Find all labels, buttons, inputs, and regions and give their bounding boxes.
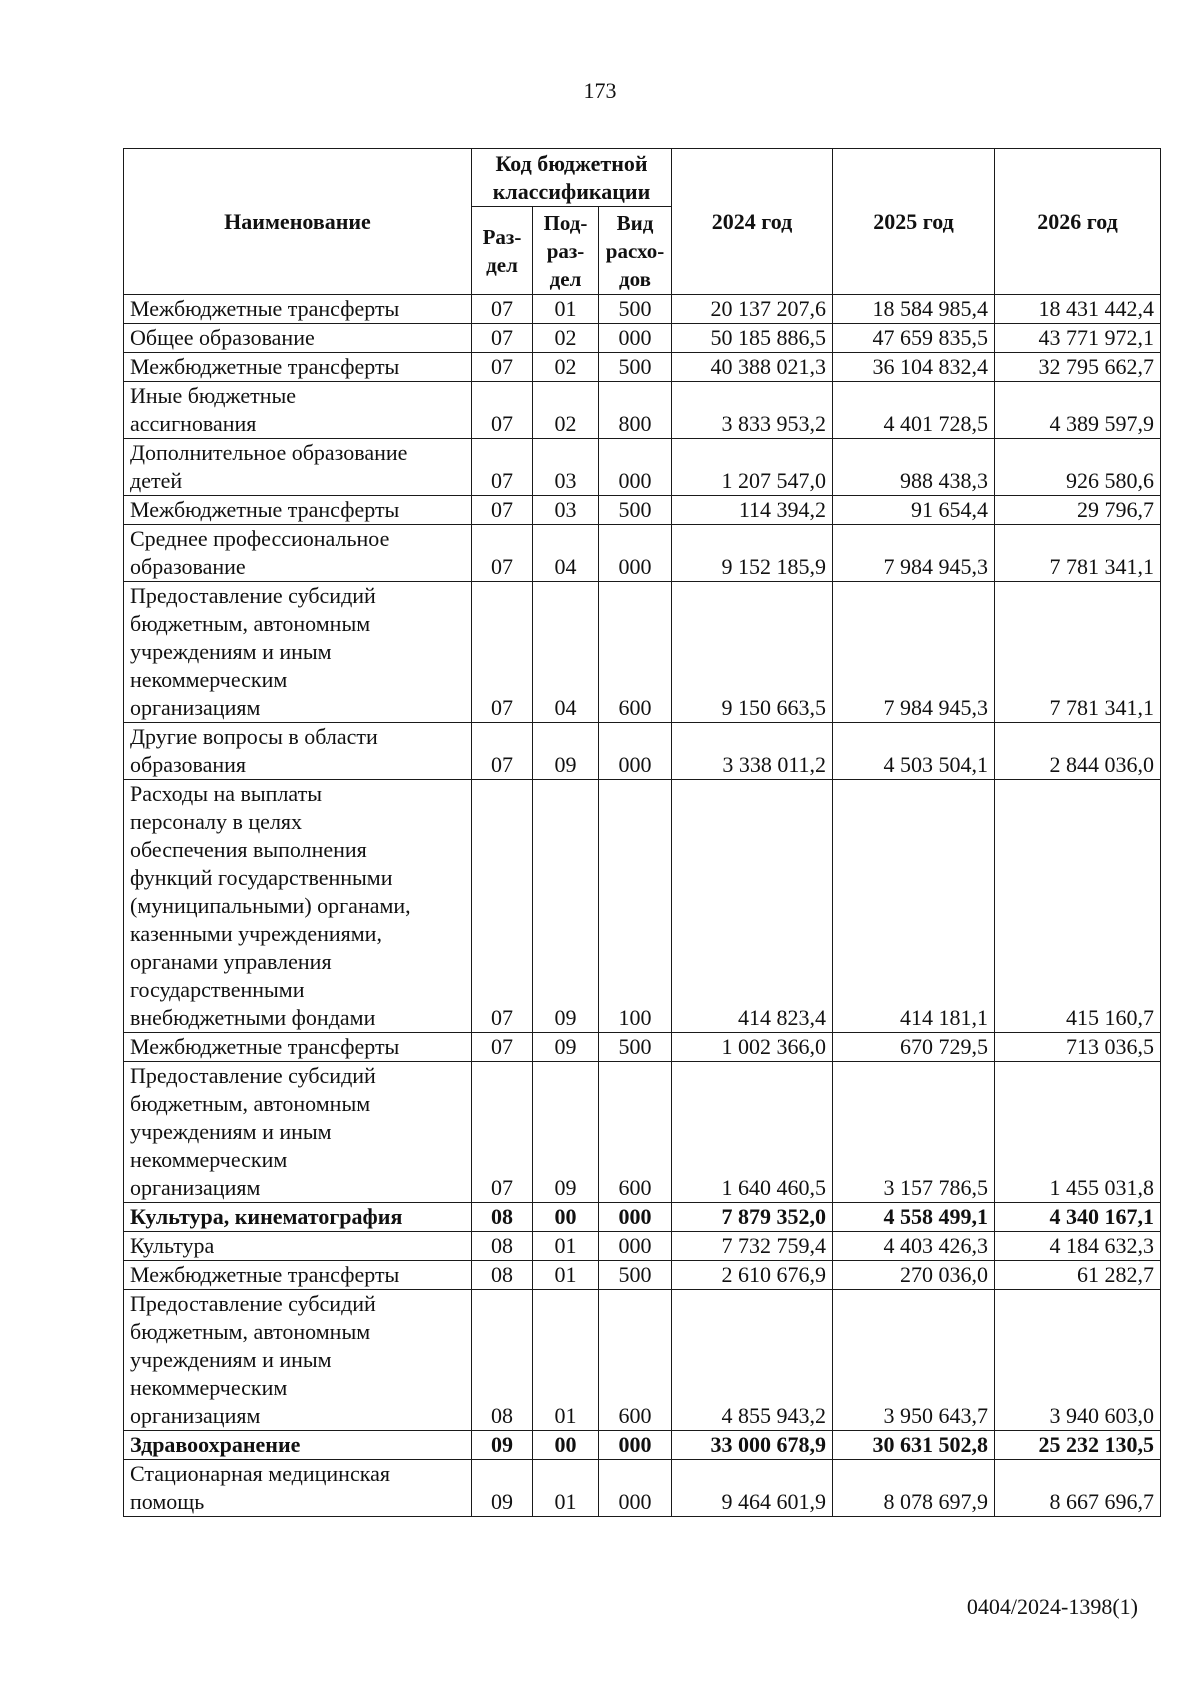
header-razdel: Раз- дел xyxy=(472,207,533,295)
row-podrazdel: 03 xyxy=(533,439,599,496)
row-vid: 000 xyxy=(599,1232,672,1261)
row-razdel: 07 xyxy=(472,439,533,496)
row-value-2026: 18 431 442,4 xyxy=(995,295,1161,324)
row-value-2026: 4 184 632,3 xyxy=(995,1232,1161,1261)
table-row xyxy=(124,723,1161,780)
row-value-2025: 18 584 985,4 xyxy=(833,295,995,324)
row-vid: 600 xyxy=(599,1062,672,1203)
table-row xyxy=(124,582,1161,723)
row-razdel: 08 xyxy=(472,1261,533,1290)
row-vid: 000 xyxy=(599,324,672,353)
row-vid: 800 xyxy=(599,382,672,439)
row-podrazdel: 09 xyxy=(533,723,599,780)
row-razdel: 07 xyxy=(472,382,533,439)
row-name: Межбюджетные трансферты xyxy=(124,1261,472,1290)
row-value-2026: 1 455 031,8 xyxy=(995,1062,1161,1203)
header-2025: 2025 год xyxy=(833,149,995,295)
row-value-2026: 32 795 662,7 xyxy=(995,353,1161,382)
row-razdel: 08 xyxy=(472,1290,533,1431)
row-name: Стационарная медицинская помощь xyxy=(124,1460,472,1517)
header-2024: 2024 год xyxy=(672,149,833,295)
row-value-2024: 1 640 460,5 xyxy=(672,1062,833,1203)
table-row xyxy=(124,525,1161,582)
header-2026: 2026 год xyxy=(995,149,1161,295)
budget-table xyxy=(123,148,1161,1517)
row-value-2025: 414 181,1 xyxy=(833,780,995,1033)
row-razdel: 08 xyxy=(472,1232,533,1261)
row-razdel: 09 xyxy=(472,1431,533,1460)
row-name: Расходы на выплаты персоналу в целях обеспечения выполнения функций государственными (муниципальными) органами, казенными учреждениями, органами управления государственными внебюджетными фондами xyxy=(124,780,472,1033)
row-podrazdel: 01 xyxy=(533,1232,599,1261)
row-value-2024: 9 150 663,5 xyxy=(672,582,833,723)
row-value-2024: 50 185 886,5 xyxy=(672,324,833,353)
row-vid: 000 xyxy=(599,439,672,496)
row-razdel: 07 xyxy=(472,780,533,1033)
row-value-2024: 2 610 676,9 xyxy=(672,1261,833,1290)
row-razdel: 08 xyxy=(472,1203,533,1232)
row-razdel: 07 xyxy=(472,324,533,353)
row-name: Межбюджетные трансферты xyxy=(124,353,472,382)
row-value-2025: 3 157 786,5 xyxy=(833,1062,995,1203)
row-name: Межбюджетные трансферты xyxy=(124,496,472,525)
row-podrazdel: 01 xyxy=(533,1261,599,1290)
row-value-2024: 1 207 547,0 xyxy=(672,439,833,496)
row-vid: 500 xyxy=(599,496,672,525)
row-name: Культура, кинематография xyxy=(124,1203,472,1232)
row-podrazdel: 02 xyxy=(533,324,599,353)
table-header xyxy=(124,149,1161,295)
row-vid: 000 xyxy=(599,1203,672,1232)
row-value-2025: 4 558 499,1 xyxy=(833,1203,995,1232)
row-value-2025: 91 654,4 xyxy=(833,496,995,525)
row-podrazdel: 01 xyxy=(533,1290,599,1431)
row-value-2025: 7 984 945,3 xyxy=(833,525,995,582)
row-podrazdel: 04 xyxy=(533,582,599,723)
table-row xyxy=(124,1431,1161,1460)
row-value-2024: 9 464 601,9 xyxy=(672,1460,833,1517)
row-name: Здравоохранение xyxy=(124,1431,472,1460)
row-podrazdel: 03 xyxy=(533,496,599,525)
row-value-2025: 270 036,0 xyxy=(833,1261,995,1290)
row-vid: 500 xyxy=(599,353,672,382)
row-name: Общее образование xyxy=(124,324,472,353)
row-value-2025: 7 984 945,3 xyxy=(833,582,995,723)
row-value-2025: 4 401 728,5 xyxy=(833,382,995,439)
row-value-2026: 4 340 167,1 xyxy=(995,1203,1161,1232)
row-razdel: 07 xyxy=(472,1062,533,1203)
header-podrazdel: Под- раз- дел xyxy=(533,207,599,295)
row-value-2024: 3 833 953,2 xyxy=(672,382,833,439)
table-row xyxy=(124,295,1161,324)
row-value-2026: 713 036,5 xyxy=(995,1033,1161,1062)
row-podrazdel: 01 xyxy=(533,295,599,324)
row-podrazdel: 01 xyxy=(533,1460,599,1517)
row-name: Дополнительное образование детей xyxy=(124,439,472,496)
table-row xyxy=(124,353,1161,382)
row-value-2026: 8 667 696,7 xyxy=(995,1460,1161,1517)
table-row xyxy=(124,1290,1161,1431)
header-code-group: Код бюджетной классификации xyxy=(472,149,672,207)
header-vid: Вид расхо- дов xyxy=(599,207,672,295)
table-body xyxy=(124,295,1161,1517)
row-value-2025: 30 631 502,8 xyxy=(833,1431,995,1460)
row-value-2026: 7 781 341,1 xyxy=(995,525,1161,582)
row-name: Предоставление субсидий бюджетным, автономным учреждениям и иным некоммерческим организациям xyxy=(124,582,472,723)
row-value-2024: 414 823,4 xyxy=(672,780,833,1033)
table-row xyxy=(124,382,1161,439)
row-vid: 600 xyxy=(599,582,672,723)
row-value-2025: 988 438,3 xyxy=(833,439,995,496)
row-name: Межбюджетные трансферты xyxy=(124,1033,472,1062)
row-podrazdel: 00 xyxy=(533,1431,599,1460)
row-razdel: 07 xyxy=(472,525,533,582)
row-value-2026: 61 282,7 xyxy=(995,1261,1161,1290)
row-podrazdel: 09 xyxy=(533,780,599,1033)
row-value-2025: 3 950 643,7 xyxy=(833,1290,995,1431)
table-row xyxy=(124,1460,1161,1517)
row-value-2026: 2 844 036,0 xyxy=(995,723,1161,780)
row-podrazdel: 09 xyxy=(533,1033,599,1062)
row-value-2025: 36 104 832,4 xyxy=(833,353,995,382)
row-razdel: 07 xyxy=(472,582,533,723)
row-razdel: 09 xyxy=(472,1460,533,1517)
row-razdel: 07 xyxy=(472,295,533,324)
row-vid: 500 xyxy=(599,295,672,324)
table-row xyxy=(124,780,1161,1033)
row-value-2026: 415 160,7 xyxy=(995,780,1161,1033)
row-podrazdel: 09 xyxy=(533,1062,599,1203)
row-value-2026: 926 580,6 xyxy=(995,439,1161,496)
row-vid: 000 xyxy=(599,1460,672,1517)
row-value-2024: 1 002 366,0 xyxy=(672,1033,833,1062)
row-razdel: 07 xyxy=(472,496,533,525)
row-value-2025: 4 403 426,3 xyxy=(833,1232,995,1261)
row-podrazdel: 04 xyxy=(533,525,599,582)
row-podrazdel: 02 xyxy=(533,382,599,439)
row-value-2024: 20 137 207,6 xyxy=(672,295,833,324)
row-name: Иные бюджетные ассигнования xyxy=(124,382,472,439)
row-vid: 000 xyxy=(599,525,672,582)
row-name: Среднее профессиональное образование xyxy=(124,525,472,582)
row-name: Другие вопросы в области образования xyxy=(124,723,472,780)
row-razdel: 07 xyxy=(472,723,533,780)
row-value-2024: 114 394,2 xyxy=(672,496,833,525)
row-value-2026: 7 781 341,1 xyxy=(995,582,1161,723)
row-vid: 100 xyxy=(599,780,672,1033)
row-name: Предоставление субсидий бюджетным, автономным учреждениям и иным некоммерческим организациям xyxy=(124,1062,472,1203)
row-vid: 500 xyxy=(599,1261,672,1290)
row-value-2024: 3 338 011,2 xyxy=(672,723,833,780)
row-vid: 600 xyxy=(599,1290,672,1431)
row-value-2025: 47 659 835,5 xyxy=(833,324,995,353)
row-value-2024: 9 152 185,9 xyxy=(672,525,833,582)
row-value-2026: 4 389 597,9 xyxy=(995,382,1161,439)
row-vid: 500 xyxy=(599,1033,672,1062)
table-row xyxy=(124,496,1161,525)
row-razdel: 07 xyxy=(472,1033,533,1062)
row-value-2024: 4 855 943,2 xyxy=(672,1290,833,1431)
row-name: Предоставление субсидий бюджетным, автономным учреждениям и иным некоммерческим организациям xyxy=(124,1290,472,1431)
row-value-2025: 8 078 697,9 xyxy=(833,1460,995,1517)
page-number: 173 xyxy=(583,78,617,103)
row-value-2026: 29 796,7 xyxy=(995,496,1161,525)
row-value-2025: 670 729,5 xyxy=(833,1033,995,1062)
row-value-2026: 25 232 130,5 xyxy=(995,1431,1161,1460)
row-razdel: 07 xyxy=(472,353,533,382)
table-row xyxy=(124,1062,1161,1203)
row-value-2025: 4 503 504,1 xyxy=(833,723,995,780)
row-value-2024: 33 000 678,9 xyxy=(672,1431,833,1460)
table-row xyxy=(124,1203,1161,1232)
row-podrazdel: 00 xyxy=(533,1203,599,1232)
row-value-2026: 43 771 972,1 xyxy=(995,324,1161,353)
table-row xyxy=(124,324,1161,353)
row-name: Межбюджетные трансферты xyxy=(124,295,472,324)
row-value-2024: 7 732 759,4 xyxy=(672,1232,833,1261)
document-code: 0404/2024-1398(1) xyxy=(966,1594,1138,1619)
row-vid: 000 xyxy=(599,723,672,780)
row-value-2024: 7 879 352,0 xyxy=(672,1203,833,1232)
row-vid: 000 xyxy=(599,1431,672,1460)
table-row xyxy=(124,1033,1161,1062)
header-name: Наименование xyxy=(124,149,472,295)
row-name: Культура xyxy=(124,1232,472,1261)
table-row xyxy=(124,439,1161,496)
table-row xyxy=(124,1261,1161,1290)
row-value-2026: 3 940 603,0 xyxy=(995,1290,1161,1431)
table-row xyxy=(124,1232,1161,1261)
row-podrazdel: 02 xyxy=(533,353,599,382)
row-value-2024: 40 388 021,3 xyxy=(672,353,833,382)
